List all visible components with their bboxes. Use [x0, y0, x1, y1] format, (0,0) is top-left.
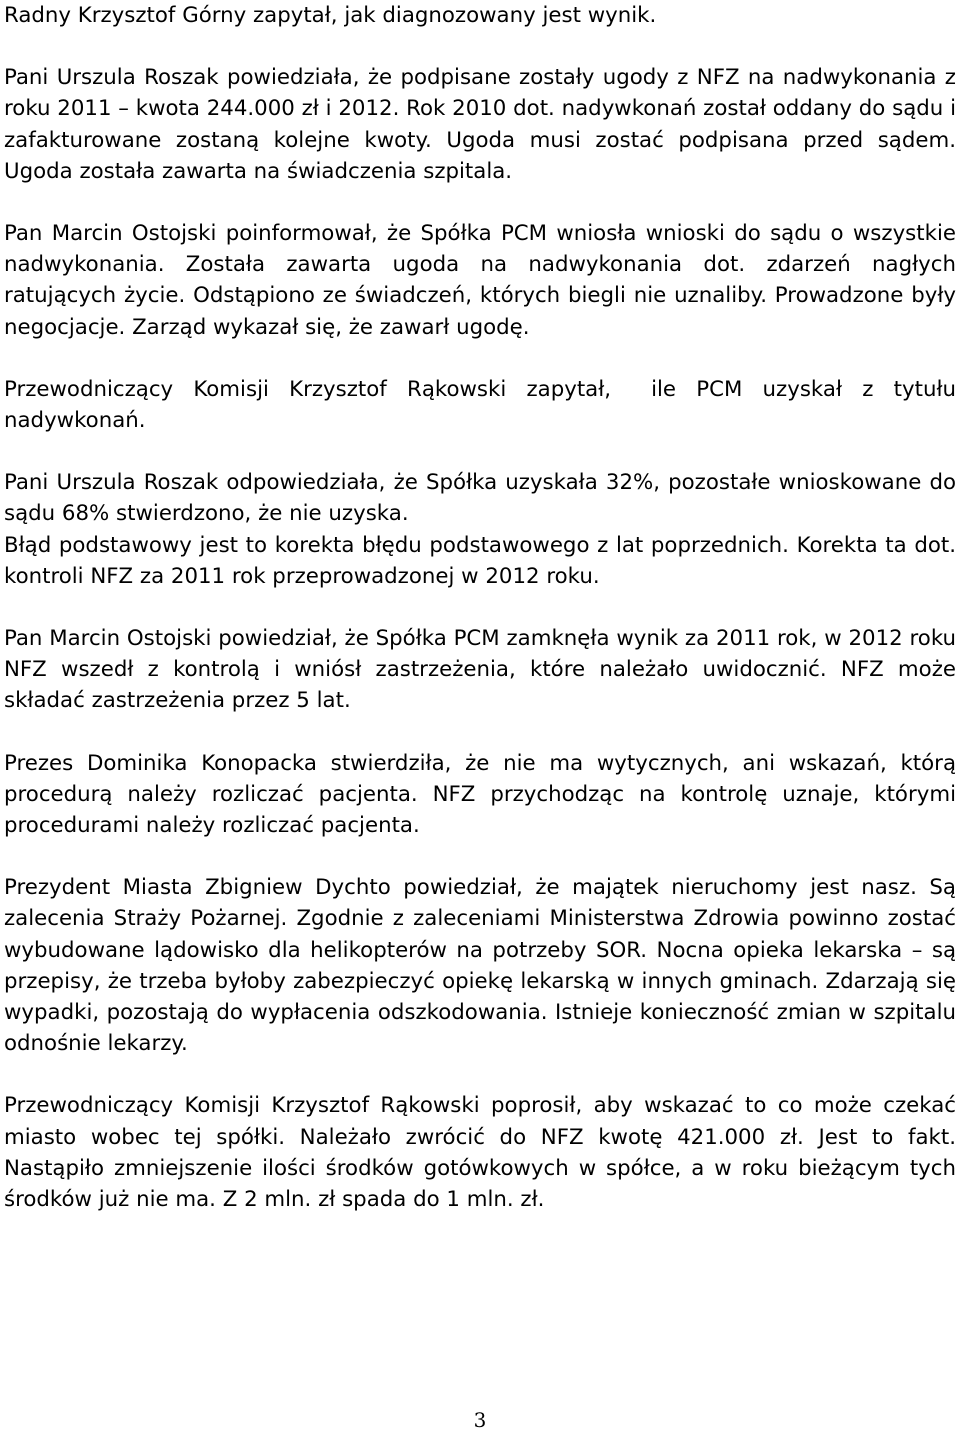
paragraph: Prezydent Miasta Zbigniew Dychto powiedział, że majątek nieruchomy jest nasz. Są zalecenia Straży Pożarnej. Zgodnie z zaleceniami Ministerstwa Zdrowia powinno zostać wybudowane lądowisko dla helikopterów na potrzeby SOR. Nocna opieka lekarska – są przepisy, że trzeba byłoby zabezpieczyć opiekę lekarską w innych gminach. Zdarzają się wypadki, pozostają do wypłacenia odszkodowania. Istnieje konieczność zmian w szpitalu odnośnie lekarzy. — [4, 875, 956, 1057]
paragraph: Pani Urszula Roszak powiedziała, że podpisane zostały ugody z NFZ na nadwykonania z roku 2011 – kwota 244.000 zł i 2012. Rok 2010 dot. nadywkonań został oddany do sądu i zafakturowane zostaną kolejne kwoty. Ugoda musi zostać podpisana przed sądem. Ugoda została zawarta na świadczenia szpitala. — [4, 65, 956, 184]
document-page — [4, 0, 956, 1246]
paragraph — [4, 374, 956, 436]
paragraph: Prezes Dominika Konopacka stwierdziła, że nie ma wytycznych, ani wskazań, którą procedurą należy rozliczać pacjenta. NFZ przychodząc na kontrolę uznaje, którymi procedurami należy rozliczać pacjenta. — [4, 750, 956, 839]
paragraph: Pan Marcin Ostojski powiedział, że Spółka PCM zamknęła wynik za 2011 rok, w 2012 roku NFZ wszedł z kontrolą i wniósł zastrzeżenia, które należało uwidocznić. NFZ może składać zastrzeżenia przez 5 lat. — [4, 626, 956, 714]
paragraph: Radny Krzysztof Górny zapytał, jak diagnozowany jest wynik. — [4, 3, 657, 28]
paragraph-part: ile PCM uzyskał z tytułu nadywkonań. — [4, 376, 956, 434]
paragraph: Przewodniczący Komisji Krzysztof Rąkowski poprosił, aby wskazać to co może czekać miasto wobec tej spółki. Należało zwrócić do NFZ kwotę 421.000 zł. Jest to fakt. Nastąpiło zmniejszenie ilości środków gotówkowych w spółce, a w roku bieżącym tych środków już nie ma. Z 2 mln. zł spada do 1 mln. zł. — [4, 1093, 956, 1213]
paragraph: Błąd podstawowy jest to korekta błędu podstawowego z lat poprzednich. Korekta ta dot. kontroli NFZ za 2011 rok przeprowadzonej w 2012 roku. — [4, 532, 956, 589]
paragraph-part: Przewodniczący Komisji Krzysztof Rąkowski zapytał, — [4, 376, 612, 402]
paragraph: Pani Urszula Roszak odpowiedziała, że Spółka uzyskała 32%, pozostałe wnioskowane do sądu 68% stwierdzono, że nie uzyska. — [4, 470, 956, 527]
paragraph: Pan Marcin Ostojski poinformował, że Spółka PCM wniosła wnioski do sądu o wszystkie nadwykonania. Została zawarta ugoda na nadwykonania dot. zdarzeń nagłych ratujących życie. Odstąpiono ze świadczeń, których biegli nie uznaliby. Prowadzone były negocjacje. Zarząd wykazał się, że zawarł ugodę. — [4, 221, 956, 340]
page-number: 3 — [473, 1408, 487, 1432]
